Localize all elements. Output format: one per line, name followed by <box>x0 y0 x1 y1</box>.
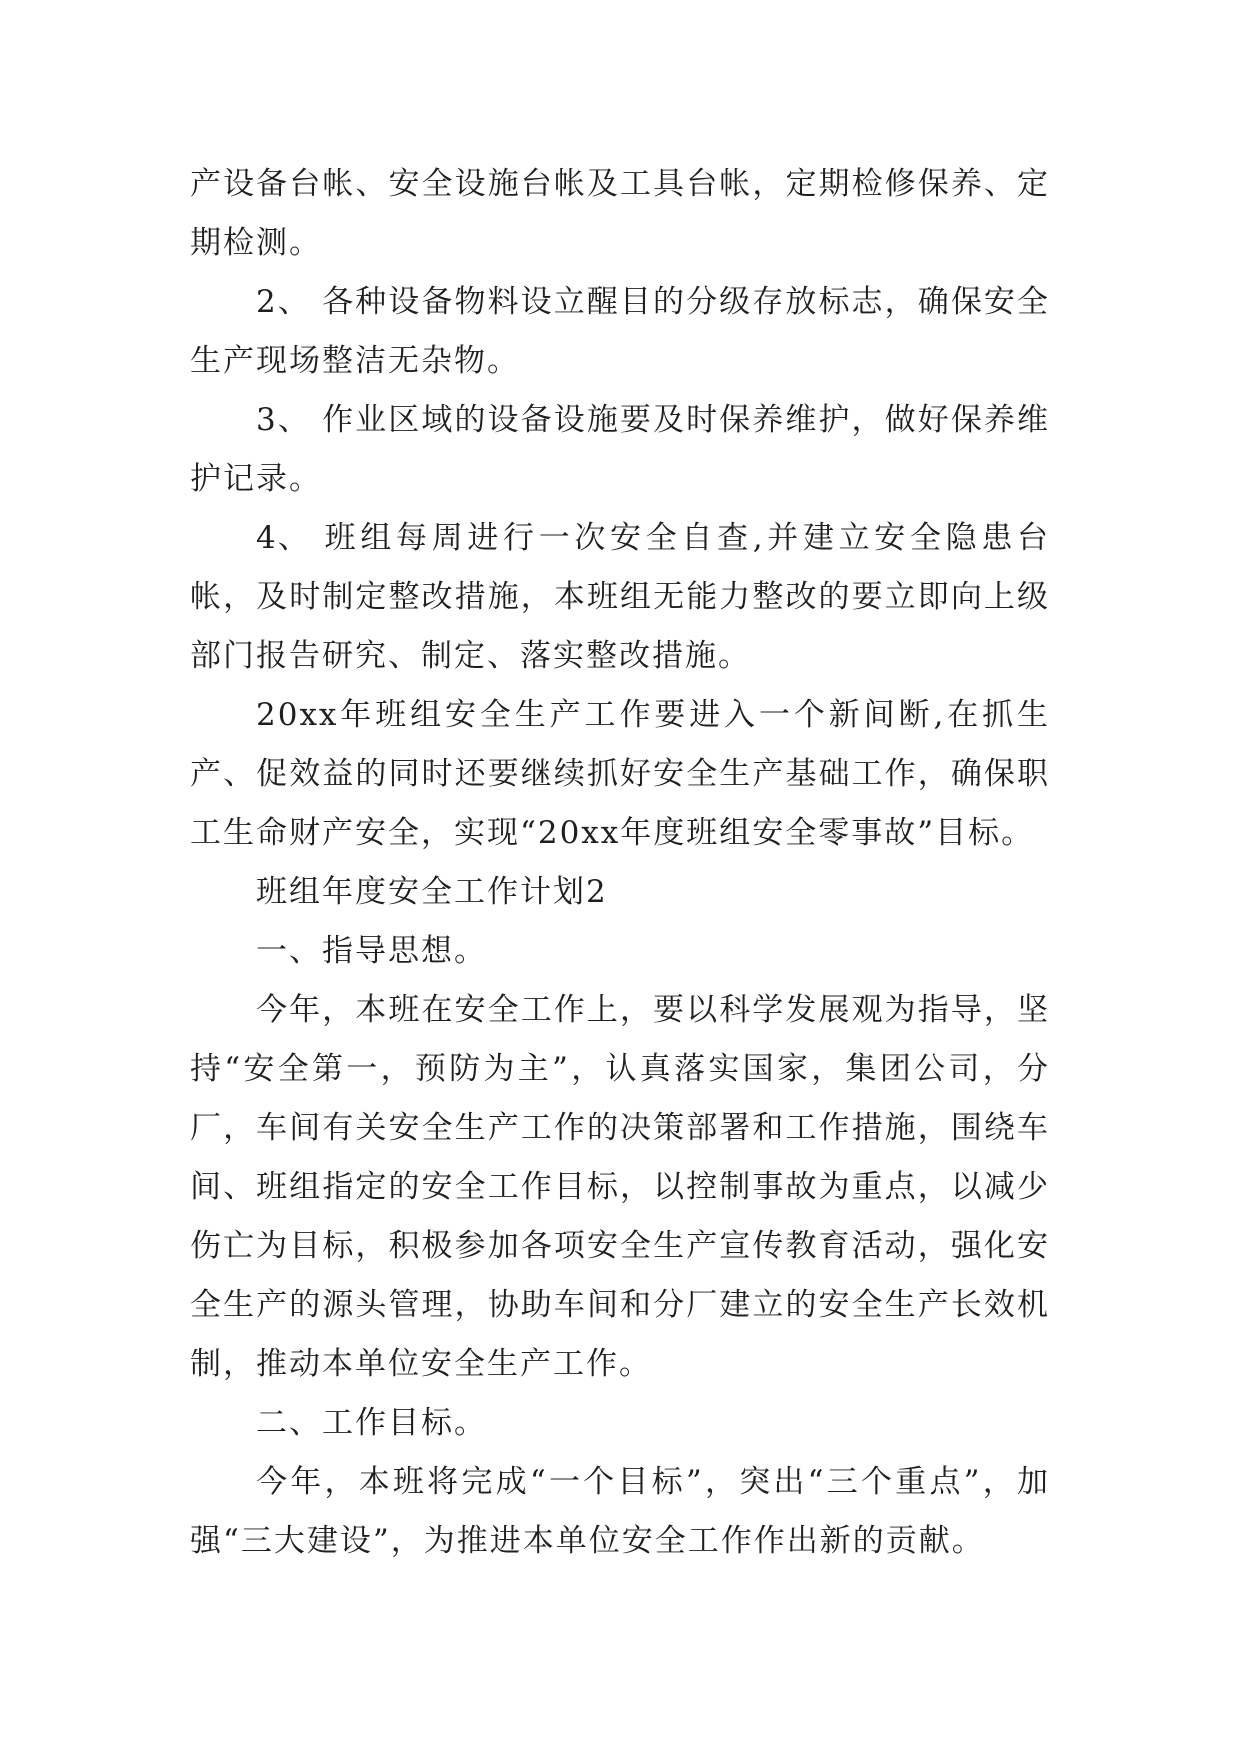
paragraph-text: 作业区域的设备设施要及时保养维护，做好保养维护记录。 <box>190 402 1050 497</box>
paragraph-guiding-ideology <box>190 981 1050 1394</box>
paragraph-text: 产设备台帐、安全设施台帐及工具台帐，定期检修保养、定期检测。 <box>190 166 1050 261</box>
heading-text: 一、指导思想。 <box>256 933 487 969</box>
paragraph-text: 20xx年班组安全生产工作要进入一个新间断,在抓生产、促效益的同时还要继续抓好安全生产基础工作，确保职工生命财产安全，实现“20xx年度班组安全零事故”目标。 <box>190 697 1050 851</box>
item-number: 2、 <box>256 284 311 320</box>
paragraph-item-4 <box>190 509 1050 686</box>
heading-guiding-ideology <box>190 922 1050 981</box>
paragraph-text: 今年，本班在安全工作上，要以科学发展观为指导，坚持“安全第一，预防为主”，认真落实国家，集团公司，分厂，车间有关安全生产工作的决策部署和工作措施，围绕车间、班组指定的安全工作目标，以控制事故为重点，以减少伤亡为目标，积极参加各项安全生产宣传教育活动，强化安全生产的源头管理，协助车间和分厂建立的安全生产长效机制，推动本单位安全生产工作。 <box>190 992 1050 1382</box>
item-number: 3、 <box>256 402 311 438</box>
section-title <box>190 863 1050 922</box>
paragraph-equipment-ledger <box>190 155 1050 273</box>
paragraph-item-2 <box>190 273 1050 391</box>
paragraph-text: 各种设备物料设立醒目的分级存放标志，确保安全生产现场整洁无杂物。 <box>190 284 1050 379</box>
heading-text: 二、工作目标。 <box>256 1405 487 1441</box>
document-body <box>190 155 1050 1571</box>
paragraph-annual-goal <box>190 686 1050 863</box>
section-title-text: 班组年度安全工作计划2 <box>256 874 608 910</box>
paragraph-work-goals <box>190 1453 1050 1571</box>
paragraph-item-3 <box>190 391 1050 509</box>
item-number: 4、 <box>256 520 311 556</box>
paragraph-text: 班组每周进行一次安全自查,并建立安全隐患台帐，及时制定整改措施，本班组无能力整改的要立即向上级部门报告研究、制定、落实整改措施。 <box>190 520 1050 674</box>
heading-work-goals <box>190 1394 1050 1453</box>
paragraph-text: 今年，本班将完成“一个目标”，突出“三个重点”，加强“三大建设”，为推进本单位安全工作作出新的贡献。 <box>190 1464 1050 1559</box>
